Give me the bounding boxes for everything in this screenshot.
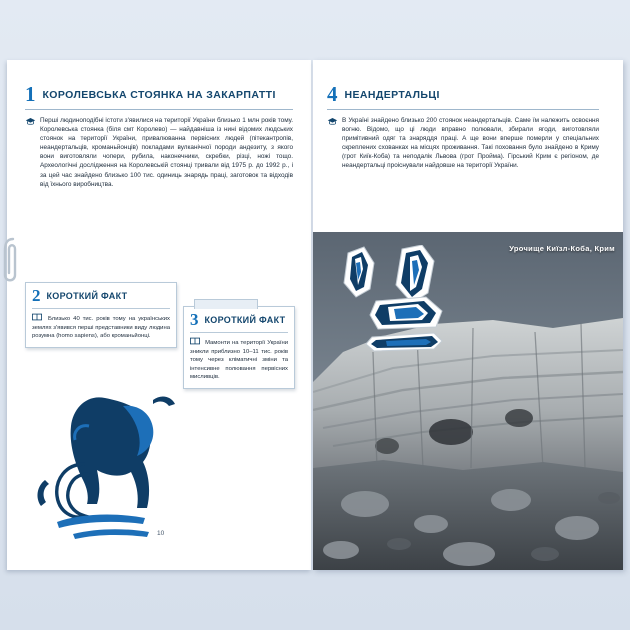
fact-2-text: Близько 40 тис. років тому на українських землях з'явився перші представники виду людина розумна (homo sapiens), або кроманьйонці. <box>32 316 170 340</box>
section-1-number: 1 <box>25 82 36 106</box>
book-icon <box>32 313 42 321</box>
graduation-cap-icon <box>25 117 36 126</box>
section-4-divider <box>327 109 599 110</box>
fact-3-title: КОРОТКИЙ ФАКТ <box>204 314 286 325</box>
section-1-heading <box>25 84 293 105</box>
photo-caption: Урочище Киїзл-Коба, Крим <box>509 244 615 253</box>
fact-box-3 <box>183 306 295 389</box>
book-icon <box>190 337 200 345</box>
fact-2-body <box>26 313 176 347</box>
section-1-block <box>25 84 293 189</box>
fact-2-heading <box>26 283 176 306</box>
fact-3-divider <box>190 332 288 333</box>
section-4-heading <box>327 84 599 105</box>
paperclip-icon <box>2 235 20 287</box>
stone-tools-illustration <box>330 245 490 360</box>
fact-3-heading <box>184 307 294 330</box>
fact-3-text: Мамонти на території України зникли приблизно 10–11 тис. років тому через кліматичні зміни та інтенсивне полювання первісних мисливців. <box>190 340 288 381</box>
section-1-body <box>25 116 293 189</box>
fact-3-number: 3 <box>190 310 199 329</box>
section-4-number: 4 <box>327 82 338 106</box>
graduation-cap-icon <box>327 117 338 126</box>
section-4-paragraph: В Україні знайдено близько 200 стоянок неандертальців. Саме їм належить освоєння вогню. Відомо, що ці люди вправно полювали, збирали ягоди, виготовляли примітивний одяг та знаряддя праці. А ще вони вперше померли у спеціальних скреплених схованках на місцях проживання. Такі поховання було знайдено в Криму (грот Киїк-Коба) та неподалік Львова (грот Пройма). Гірський Крим є регіоном, де неандертальці проіснували найдовше на території України. <box>342 117 599 170</box>
mammoth-illustration <box>27 360 203 545</box>
fact-2-number: 2 <box>32 286 41 305</box>
fact-2-divider <box>32 308 170 309</box>
fact-box-2 <box>25 282 177 348</box>
section-4-title: НЕАНДЕРТАЛЬЦІ <box>344 88 440 101</box>
section-1-paragraph: Перші людиноподібні істоти з'явилися на території України близько 1 млн років тому. Королевська стоянка (біля смт Королево) — найдавніша із нині відомих людських стоянок на території України, привалюванна первісних людей (пітекантропів, неандертальців, кроманьйонців) покладами вулканічної породи андезиту, з якого вони виготовляли чопери, рубила, наконечники, скребки, різці, ножі тощо. Археологічні дослідження на Королевській стоянці тривали від 1975 р. до 1992 р., і за цей час знайдено близько 100 тис. одиниць знарядь праці, заготовок та відходів від їхнього виробництва. <box>40 117 293 188</box>
fact-3-body <box>184 337 294 388</box>
left-page <box>7 60 311 570</box>
section-4-body <box>327 116 599 171</box>
fact-3-tab <box>194 299 258 309</box>
section-1-title: КОРОЛЕВСЬКА СТОЯНКА НА ЗАКАРПАТТІ <box>42 88 276 101</box>
left-page-number: 10 <box>157 530 165 537</box>
fact-2-title: КОРОТКИЙ ФАКТ <box>46 290 128 301</box>
section-1-divider <box>25 109 293 110</box>
section-4-block <box>327 84 599 171</box>
